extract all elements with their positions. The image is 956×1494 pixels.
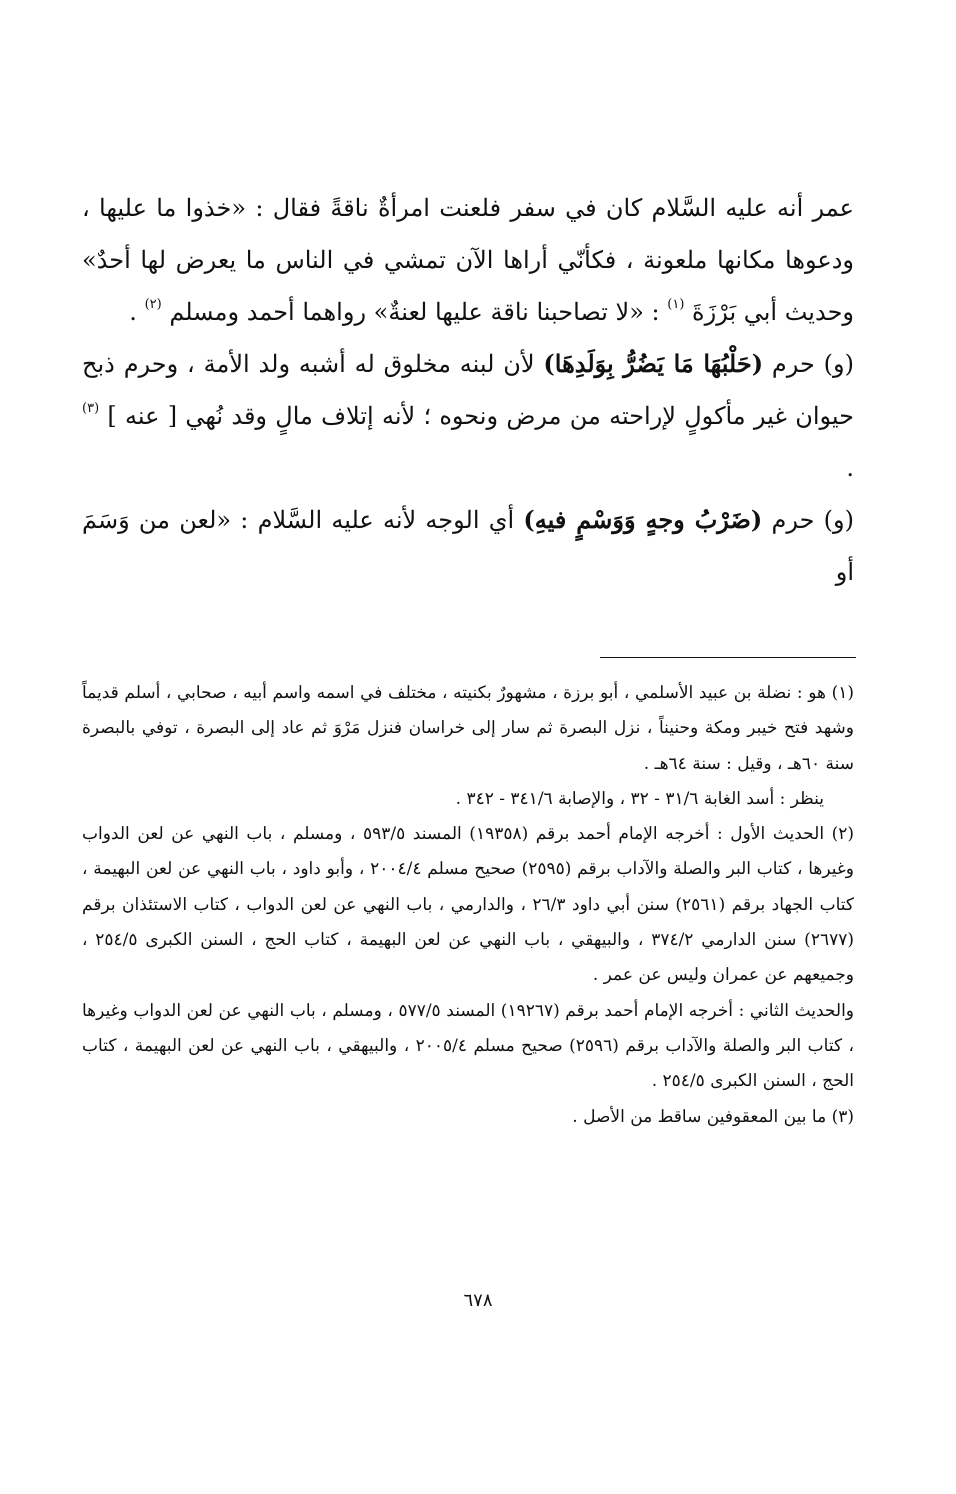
paragraph-1-text-c: . <box>129 298 137 326</box>
paragraph-3-text-a: أي الوجه لأنه عليه السَّلام : «لعن من وَسَمَ أو <box>82 506 854 586</box>
footnote-2: (٢) الحديث الأول : أخرجه الإمام أحمد برقم (١٩٣٥٨) المسند ٥٩٣/٥ ، ومسلم ، باب النهي عن لعن الدواب وغيرها ، كتاب البر والصلة والآداب برقم (٢٥٩٥) صحيح مسلم ٢٠٠٤/٤ ، وأبو داود ، باب النهي عن لعن البهيمة ، كتاب الجهاد برقم (٢٥٦١) سنن أبي داود ٢٦/٣ ، والدارمي ، باب النهي عن لعن الدواب ، كتاب الاستئذان برقم (٢٦٧٧) سنن الدارمي ٣٧٤/٢ ، والبيهقي ، باب النهي عن لعن البهيمة ، كتاب الحج ، السنن الكبرى ٢٥٤/٥ ، وجميعهم عن عمران وليس عن عمر . <box>82 824 855 986</box>
page-number: ٦٧٨ <box>463 1290 493 1311</box>
main-text <box>82 182 854 598</box>
footnote-2-second-hadith: والحديث الثاني : أخرجه الإمام أحمد برقم (١٩٢٦٧) المسند ٥٧٧/٥ ، ومسلم ، باب النهي عن لعن الدواب وغيرها ، كتاب البر والصلة والآداب برقم (٢٥٩٦) صحيح مسلم ٢٠٠٥/٤ ، والبيهقي ، باب النهي عن لعن البهيمة ، كتاب الحج ، السنن الكبرى ٢٥٤/٥ . <box>82 1000 855 1092</box>
paragraph-1-text-b: : «لا تصاحبنا ناقة عليها لعنةٌ» رواهما أحمد ومسلم <box>161 298 660 326</box>
paragraph-2-text-a: لأن لبنه مخلوق له أشبه ولد الأمة ، وحرم ذبح حيوان غير مأكولٍ لإراحته من مرض ونحوه ؛ لأنه إتلاف مالٍ وقد نُهي [ عنه ] <box>82 350 854 430</box>
footnote-ref-2[interactable]: (٢) <box>144 297 162 312</box>
paragraph-3-lead: (و) حرم <box>762 506 854 534</box>
paragraph-1 <box>82 182 854 338</box>
paragraph-2 <box>82 338 854 494</box>
paragraph-1-text-a: عمر أنه عليه السَّلام كان في سفر فلعنت امرأةٌ ناقةً فقال : «خذوا ما عليها ، ودعوها مكانها ملعونة ، فكأنّي أراها الآن تمشي في الناس ما يعرض لها أحدٌ» وحديث أبي بَرْزَةَ <box>82 194 854 326</box>
footnotes <box>82 676 854 1135</box>
paragraph-2-lead: (و) حرم <box>763 350 854 378</box>
paragraph-3 <box>82 494 854 598</box>
footnote-3: (٣) ما بين المعقوفين ساقط من الأصل . <box>572 1106 854 1127</box>
paragraph-2-text-b: . <box>846 454 854 482</box>
footnote-1: (١) هو : نضلة بن عبيد الأسلمي ، أبو برزة ، مشهورٌ بكنيته ، مختلف في اسمه واسم أبيه ، صحابي ، أسلم قديماً وشهد فتح خيبر ومكة وحنيناً ، نزل البصرة ثم سار إلى خراسان فنزل مَرْوَ ثم عاد إلى البصرة ، توفي بالبصرة سنة ٦٠هـ ، وقيل : سنة ٦٤هـ . <box>82 683 854 774</box>
footnote-separator <box>600 657 856 658</box>
footnote-ref-3[interactable]: (٣) <box>82 401 100 416</box>
footnote-1-references: ينظر : أسد الغابة ٣١/٦ - ٣٢ ، والإصابة ٣٤١/٦ - ٣٤٢ . <box>455 788 824 809</box>
paragraph-3-matn: (ضَرْبُ وجهٍ وَوَسْمٍ فيهِ) <box>523 505 763 534</box>
paragraph-2-matn: (حَلْبُهَا مَا يَضُرُّ بِوَلَدِهَا) <box>543 349 764 378</box>
footnote-ref-1[interactable]: (١) <box>667 297 685 312</box>
